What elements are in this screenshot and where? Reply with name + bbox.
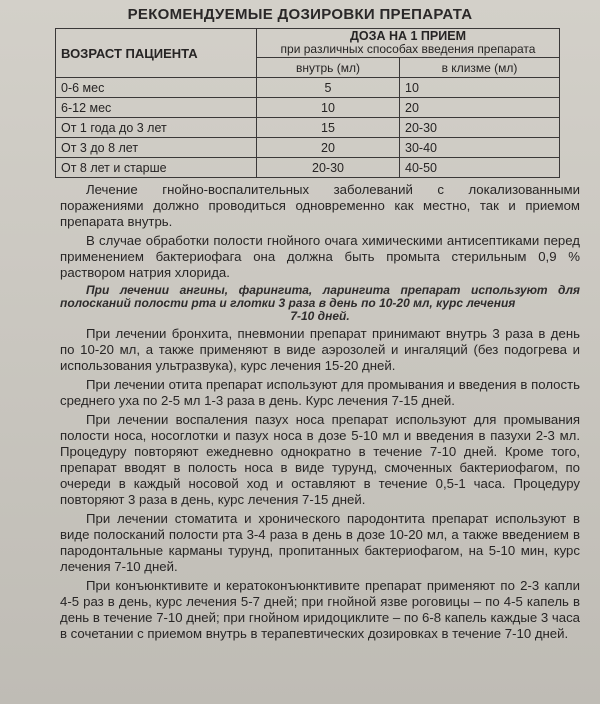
dose-header-subtitle: при различных способах введения препарата [280, 42, 536, 56]
page-title: РЕКОМЕНДУЕМЫЕ ДОЗИРОВКИ ПРЕПАРАТА [127, 6, 473, 23]
oral-dose-cell: 15 [257, 118, 400, 138]
oral-dose-cell: 20 [257, 138, 400, 158]
paragraph-local-treatment: Лечение гнойно-воспалительных заболеваний с локализованными поражениями должно проводиться одновременно как местно, так и приемом препарата внутрь. [60, 182, 580, 229]
angina-note-line1: При лечении ангины, фарингита, ларингита препарат используют для полосканий полости рта и глотки 3 раза в день по 10-20 мл, курс лечения [60, 283, 580, 310]
dosage-table [55, 28, 560, 178]
oral-column-header: внутрь (мл) [257, 58, 400, 78]
table-row [56, 138, 560, 158]
age-cell: 0-6 мес [56, 78, 257, 98]
table-row [56, 118, 560, 138]
age-cell: От 3 до 8 лет [56, 138, 257, 158]
table-header-row [56, 29, 560, 58]
enema-dose-cell: 10 [400, 78, 560, 98]
age-cell: От 8 лет и старше [56, 158, 257, 178]
paragraph-bronchitis: При лечении бронхита, пневмонии препарат принимают внутрь 3 раза в день по 10-20 мл, а также применяют в виде аэрозолей и ингаляций (без подогрева и использования ультразвука), курс лечения 15-20 дней. [60, 326, 580, 373]
instructions-text [60, 182, 580, 645]
oral-dose-cell: 10 [257, 98, 400, 118]
age-column-header: ВОЗРАСТ ПАЦИЕНТА [56, 29, 257, 78]
enema-column-header: в клизме (мл) [400, 58, 560, 78]
enema-dose-cell: 30-40 [400, 138, 560, 158]
oral-dose-cell: 20-30 [257, 158, 400, 178]
enema-dose-cell: 20-30 [400, 118, 560, 138]
angina-note-line2: 7-10 дней. [290, 309, 350, 323]
paragraph-conjunctivitis: При конъюнктивите и кератоконъюнктивите препарат применяют по 2-3 капли 4-5 раз в день, курс лечения 5-7 дней; при гнойной язве роговицы – по 4-5 капель в день в течение 7-10 дней; при гнойном иридоциклите – по 6-8 капель каждые 3 часа в сочетании с приемом внутрь в терапевтических дозировках в течение 7-10 дней. [60, 578, 580, 641]
age-cell: 6-12 мес [56, 98, 257, 118]
paragraph-sinusitis: При лечении воспаления пазух носа препарат используют для промывания полости носа, носоглотки и пазух носа в дозе 5-10 мл и введения в пазухи 2-3 мл. Процедуру повторяют ежедневно однократно в течение 7-10 дней. Кроме того, препарат вводят в полость носа в виде турунд, смоченных бактериофагом, по очереди в каждый носовой ход и оставляют в течение 0,5-1 часа. Процедуру повторяют 3 раза в день, курс лечения 7-15 дней. [60, 412, 580, 507]
dose-header-title: ДОЗА НА 1 ПРИЕМ [350, 29, 466, 43]
table-row [56, 158, 560, 178]
table-row [56, 98, 560, 118]
oral-dose-cell: 5 [257, 78, 400, 98]
paragraph-antiseptics: В случае обработки полости гнойного очага химическими антисептиками перед применением бактериофага она должна быть промыта стерильным 0,9 % раствором натрия хлорида. [60, 233, 580, 280]
paragraph-otitis: При лечении отита препарат используют для промывания и введения в полость среднего уха по 2-5 мл 1-3 раза в день. Курс лечения 7-15 дней. [60, 377, 580, 408]
paragraph-stomatitis: При лечении стоматита и хронического пародонтита препарат используют в виде полосканий полости рта 3-4 раза в день в дозе 10-20 мл, а также введением в пародонтальные карманы турунд, пропитанных бактериофагом, на 5-10 мин, курс лечения 7-10 дней. [60, 511, 580, 574]
enema-dose-cell: 40-50 [400, 158, 560, 178]
dose-column-header [257, 29, 560, 58]
paragraph-angina [60, 284, 580, 323]
enema-dose-cell: 20 [400, 98, 560, 118]
age-cell: От 1 года до 3 лет [56, 118, 257, 138]
table-row [56, 78, 560, 98]
